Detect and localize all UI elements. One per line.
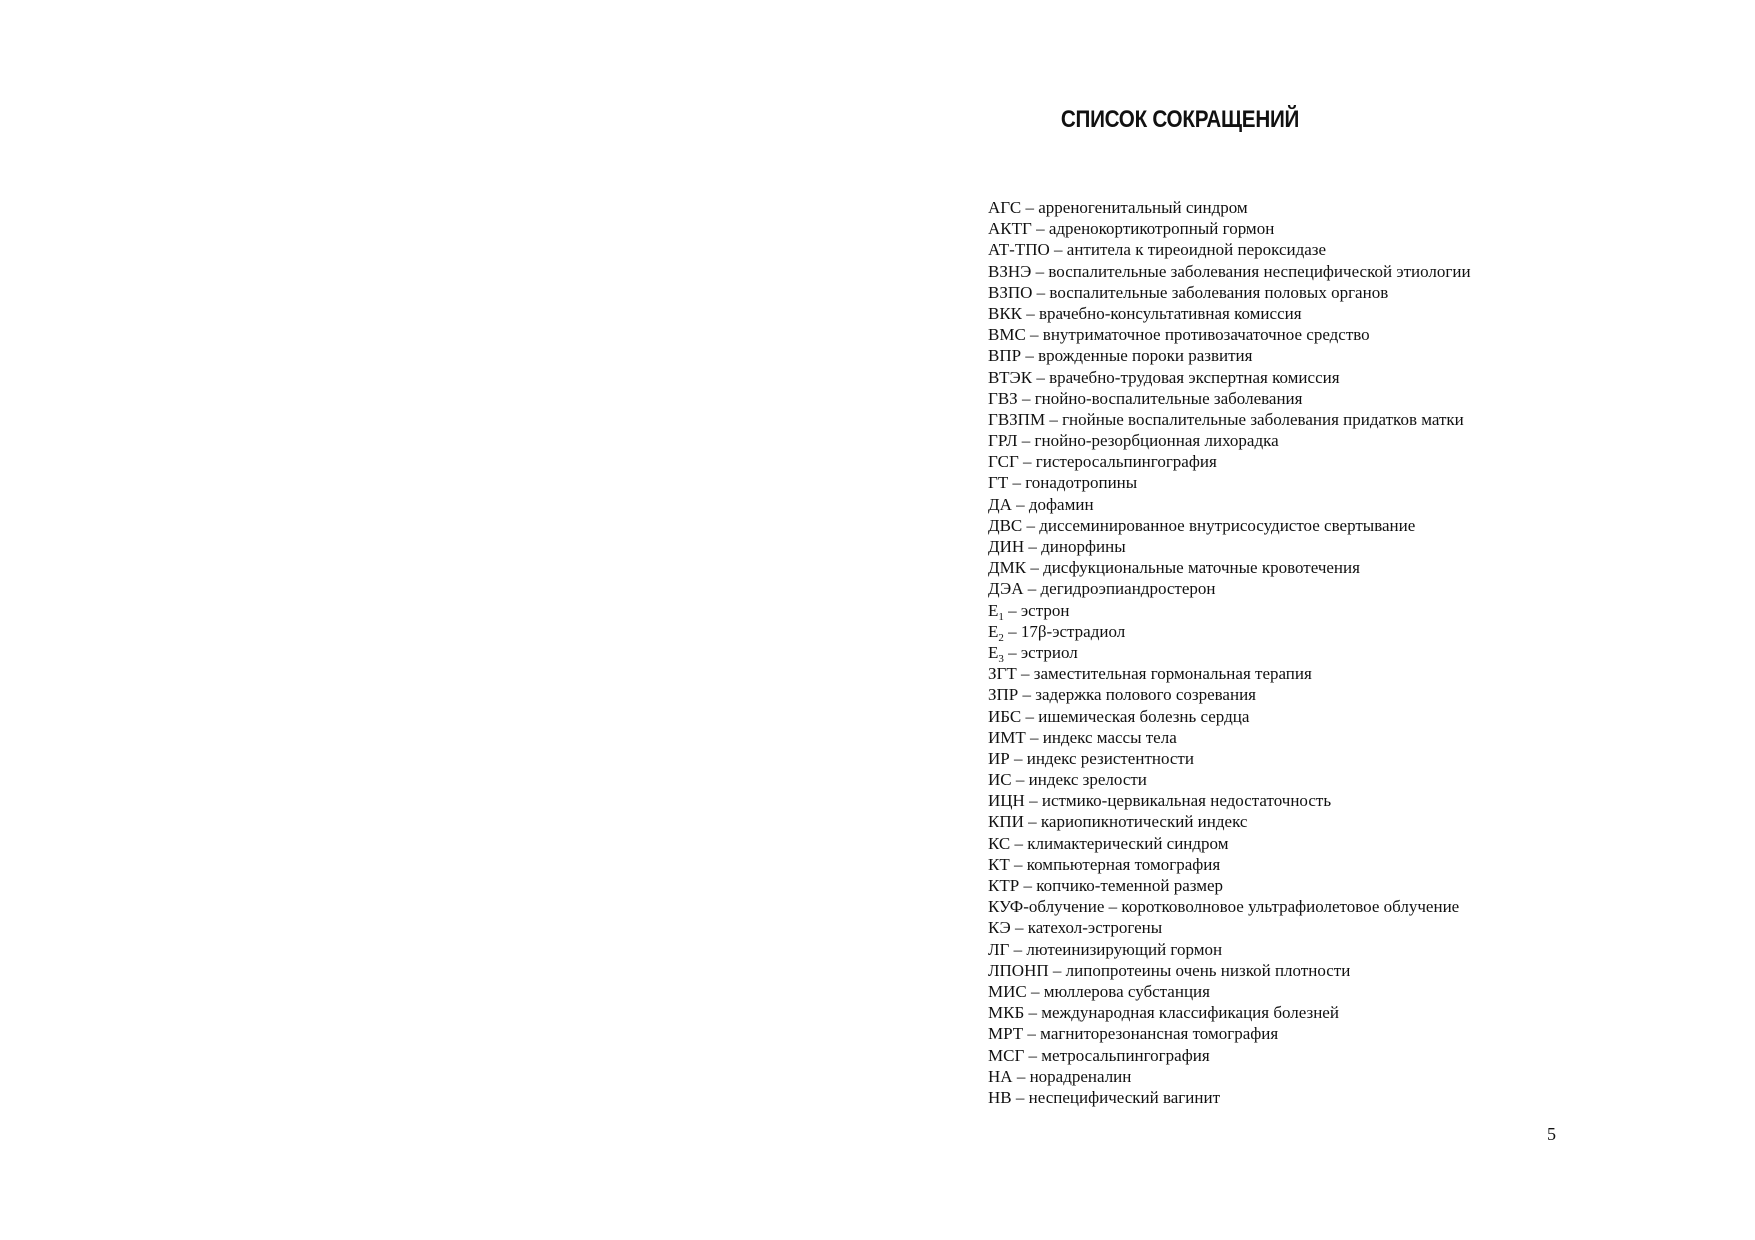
abbreviation-term: ВКК	[988, 303, 1023, 323]
abbreviation-subscript: 2	[998, 631, 1004, 644]
abbreviation-entry	[988, 472, 1471, 493]
abbreviation-entry	[988, 790, 1471, 811]
abbreviation-meaning: индекс резистентности	[1026, 748, 1194, 768]
dash-separator: –	[1021, 346, 1039, 366]
abbreviation-term: ГВЗПМ	[988, 409, 1046, 429]
abbreviation-entry	[988, 1002, 1471, 1023]
abbreviation-term: ВТЭК	[988, 367, 1033, 387]
dash-separator: –	[1011, 494, 1029, 514]
dash-separator: –	[1003, 600, 1021, 620]
dash-separator: –	[1016, 664, 1034, 684]
abbreviation-term: МКБ	[988, 1003, 1025, 1023]
abbreviation-entry	[988, 621, 1471, 642]
dash-separator: –	[1023, 1024, 1041, 1044]
abbreviation-entry	[988, 748, 1471, 769]
abbreviation-entry	[988, 600, 1471, 621]
dash-separator: –	[1031, 261, 1049, 281]
abbreviation-term: НА	[988, 1066, 1013, 1086]
abbreviation-meaning: эстриол	[1020, 642, 1078, 662]
abbreviation-term: ЛПОНП	[988, 960, 1049, 980]
abbreviation-entry	[988, 896, 1471, 917]
abbreviation-term: ЗГТ	[988, 664, 1017, 684]
abbreviation-subscript: 1	[998, 610, 1004, 623]
abbreviation-entry	[988, 1087, 1471, 1108]
abbreviation-meaning: дегидроэпиандростерон	[1040, 579, 1216, 599]
abbreviation-term: ГВЗ	[988, 388, 1018, 408]
abbreviation-entry	[988, 875, 1471, 896]
dash-separator: –	[1048, 960, 1066, 980]
abbreviation-entry	[988, 854, 1471, 875]
abbreviation-meaning: задержка полового созревания	[1035, 685, 1256, 705]
abbreviation-list	[988, 197, 1471, 1108]
dash-separator: –	[1021, 706, 1039, 726]
abbreviation-meaning: мюллерова субстанция	[1043, 981, 1210, 1001]
dash-separator: –	[1010, 833, 1028, 853]
abbreviation-meaning: дисфукциональные маточные кровотечения	[1043, 558, 1360, 578]
dash-separator: –	[1018, 452, 1036, 472]
dash-separator: –	[1022, 515, 1040, 535]
dash-separator: –	[1025, 325, 1043, 345]
abbreviation-meaning: врожденные пороки развития	[1038, 346, 1253, 366]
abbreviation-entry	[988, 282, 1471, 303]
abbreviation-term: ИБС	[988, 706, 1022, 726]
dash-separator: –	[1026, 981, 1044, 1001]
abbreviation-term: ЗПР	[988, 685, 1019, 705]
dash-separator: –	[1045, 409, 1063, 429]
dash-separator: –	[1049, 240, 1067, 260]
abbreviation-entry	[988, 197, 1471, 218]
abbreviation-entry	[988, 811, 1471, 832]
abbreviation-meaning: неспецифический вагинит	[1028, 1087, 1220, 1107]
abbreviation-meaning: климактерический синдром	[1027, 833, 1229, 853]
abbreviation-meaning: воспалительные заболевания неспецифической этиологии	[1048, 261, 1471, 281]
abbreviation-entry	[988, 706, 1471, 727]
abbreviation-term: Е	[988, 621, 999, 641]
dash-separator: –	[1024, 791, 1042, 811]
abbreviation-meaning: истмико-цервикальная недостаточность	[1041, 791, 1332, 811]
abbreviation-term: ВЗПО	[988, 282, 1033, 302]
dash-separator: –	[1009, 748, 1027, 768]
abbreviation-term: ГРЛ	[988, 431, 1018, 451]
dash-separator: –	[1009, 939, 1027, 959]
abbreviation-term: ДА	[988, 494, 1012, 514]
abbreviation-entry	[988, 1045, 1471, 1066]
abbreviation-meaning: магниторезонансная томография	[1040, 1024, 1279, 1044]
abbreviation-meaning: метросальпингография	[1041, 1045, 1210, 1065]
abbreviation-entry	[988, 303, 1471, 324]
abbreviation-entry	[988, 917, 1471, 938]
dash-separator: –	[1011, 770, 1029, 790]
abbreviation-meaning: 17β-эстрадиол	[1020, 621, 1126, 641]
abbreviation-entry	[988, 261, 1471, 282]
dash-separator: –	[1009, 854, 1027, 874]
abbreviation-meaning: копчико-теменной размер	[1036, 876, 1224, 895]
abbreviation-meaning: коротковолновое ультрафиолетовое облучение	[1121, 897, 1460, 917]
dash-separator: –	[1026, 558, 1044, 578]
abbreviation-term: АКТГ	[988, 219, 1032, 239]
abbreviation-entry	[988, 451, 1471, 472]
abbreviation-entry	[988, 1023, 1471, 1044]
abbreviation-entry	[988, 430, 1471, 451]
abbreviation-meaning: воспалительные заболевания половых органов	[1049, 282, 1389, 302]
abbreviation-term: ДВС	[988, 515, 1023, 535]
dash-separator: –	[1021, 198, 1039, 217]
abbreviation-entry	[988, 409, 1471, 430]
abbreviation-entry	[988, 367, 1471, 388]
abbreviation-entry	[988, 324, 1471, 345]
abbreviation-subscript: 3	[998, 652, 1004, 665]
abbreviation-term: НВ	[988, 1087, 1012, 1107]
dash-separator: –	[1018, 685, 1036, 705]
dash-separator: –	[1017, 431, 1035, 451]
dash-separator: –	[1019, 876, 1037, 895]
abbreviation-meaning: индекс зрелости	[1028, 770, 1147, 790]
abbreviation-meaning: эстрон	[1020, 600, 1070, 620]
abbreviation-term: КЭ	[988, 918, 1011, 938]
abbreviation-entry	[988, 833, 1471, 854]
abbreviation-meaning: внутриматочное противозачаточное средство	[1042, 325, 1370, 345]
dash-separator: –	[1031, 219, 1049, 239]
abbreviation-term: МИС	[988, 981, 1027, 1001]
abbreviation-term: КУФ-облучение	[988, 897, 1105, 917]
abbreviation-term: ИР	[988, 748, 1010, 768]
abbreviation-meaning: адренокортикотропный гормон	[1048, 219, 1275, 239]
dash-separator: –	[1024, 1045, 1042, 1065]
abbreviation-term: ГТ	[988, 473, 1009, 493]
dash-separator: –	[1032, 282, 1050, 302]
abbreviation-meaning: заместительная гормональная терапия	[1033, 664, 1312, 684]
dash-separator: –	[1024, 537, 1042, 556]
abbreviation-meaning: международная классификация болезней	[1041, 1003, 1339, 1023]
abbreviation-entry	[988, 239, 1471, 260]
dash-separator: –	[1011, 1087, 1029, 1107]
dash-separator: –	[1022, 303, 1040, 323]
abbreviation-meaning: индекс массы тела	[1042, 727, 1177, 747]
abbreviation-meaning: диссеминированное внутрисосудистое свертывание	[1039, 515, 1416, 535]
abbreviation-entry	[988, 939, 1471, 960]
abbreviation-meaning: врачебно-трудовая экспертная комиссия	[1049, 367, 1340, 387]
abbreviation-meaning: гонадотропины	[1025, 473, 1138, 493]
dash-separator: –	[1024, 1003, 1042, 1023]
abbreviation-meaning: антитела к тиреоидной пероксидазе	[1066, 240, 1327, 260]
abbreviation-term: ИМТ	[988, 727, 1026, 747]
abbreviation-term: Е	[988, 642, 999, 662]
abbreviation-meaning: гнойные воспалительные заболевания придатков матки	[1062, 409, 1464, 429]
abbreviation-entry	[988, 981, 1471, 1002]
dash-separator: –	[1023, 812, 1041, 832]
dash-separator: –	[1104, 897, 1122, 917]
abbreviation-term: ЛГ	[988, 939, 1010, 959]
abbreviation-entry	[988, 727, 1471, 748]
abbreviation-term: ВМС	[988, 325, 1026, 345]
abbreviation-term: АТ-ТПО	[988, 240, 1050, 260]
abbreviation-meaning: кариопикнотический индекс	[1040, 812, 1248, 832]
abbreviation-entry	[988, 494, 1471, 515]
dash-separator: –	[1025, 727, 1043, 747]
abbreviation-entry	[988, 345, 1471, 366]
abbreviation-entry	[988, 960, 1471, 981]
page-title: СПИСОК СОКРАЩЕНИЙ	[1060, 106, 1300, 133]
abbreviation-meaning: липопротеины очень низкой плотности	[1065, 960, 1351, 980]
dash-separator: –	[1023, 579, 1041, 599]
abbreviation-term: АГС	[988, 198, 1022, 217]
abbreviation-term: КПИ	[988, 812, 1024, 832]
dash-separator: –	[1012, 1066, 1030, 1086]
left-page-blank	[0, 0, 877, 1240]
abbreviation-meaning: гнойно-резорбционная лихорадка	[1034, 431, 1279, 451]
abbreviation-term: МРТ	[988, 1024, 1024, 1044]
abbreviation-meaning: компьютерная томография	[1026, 854, 1221, 874]
abbreviation-term: Е	[988, 600, 999, 620]
dash-separator: –	[1032, 367, 1050, 387]
abbreviation-term: ВПР	[988, 346, 1022, 366]
abbreviation-entry	[988, 663, 1471, 684]
abbreviation-entry	[988, 536, 1471, 557]
dash-separator: –	[1010, 918, 1028, 938]
abbreviation-meaning: лютеинизирующий гормон	[1026, 939, 1223, 959]
abbreviation-meaning: ишемическая болезнь сердца	[1038, 706, 1250, 726]
abbreviation-meaning: норадреналин	[1029, 1066, 1132, 1086]
abbreviation-entry	[988, 578, 1471, 599]
abbreviation-term: КТ	[988, 854, 1010, 874]
abbreviation-term: ДЭА	[988, 579, 1024, 599]
dash-separator: –	[1008, 473, 1026, 493]
abbreviation-meaning: дофамин	[1028, 494, 1094, 514]
dash-separator: –	[1003, 621, 1021, 641]
abbreviation-meaning: врачебно-консультативная комиссия	[1039, 303, 1302, 323]
abbreviation-meaning: гистеросальпингография	[1035, 452, 1217, 472]
abbreviation-entry	[988, 1066, 1471, 1087]
abbreviation-meaning: арреногенитальный синдром	[1038, 198, 1248, 217]
abbreviation-term: ГСГ	[988, 452, 1019, 472]
abbreviation-term: ДИН	[988, 537, 1025, 556]
abbreviation-term: МСГ	[988, 1045, 1025, 1065]
abbreviation-entry	[988, 218, 1471, 239]
abbreviation-entry	[988, 684, 1471, 705]
abbreviation-entry	[988, 388, 1471, 409]
abbreviation-term: ВЗНЭ	[988, 261, 1032, 281]
abbreviation-term: ИС	[988, 770, 1012, 790]
abbreviation-entry	[988, 642, 1471, 663]
abbreviation-entry	[988, 515, 1471, 536]
page-number: 5	[1547, 1124, 1556, 1144]
abbreviation-meaning: катехол-эстрогены	[1027, 918, 1163, 938]
abbreviation-term: ДМК	[988, 558, 1027, 578]
abbreviation-entry	[988, 557, 1471, 578]
abbreviation-meaning: гнойно-воспалительные заболевания	[1034, 388, 1303, 408]
abbreviation-term: КТР	[988, 876, 1020, 895]
dash-separator: –	[1017, 388, 1035, 408]
abbreviation-term: КС	[988, 833, 1011, 853]
abbreviation-term: ИЦН	[988, 791, 1025, 811]
abbreviation-entry	[988, 769, 1471, 790]
abbreviation-meaning: динорфины	[1041, 537, 1126, 556]
dash-separator: –	[1003, 642, 1021, 662]
